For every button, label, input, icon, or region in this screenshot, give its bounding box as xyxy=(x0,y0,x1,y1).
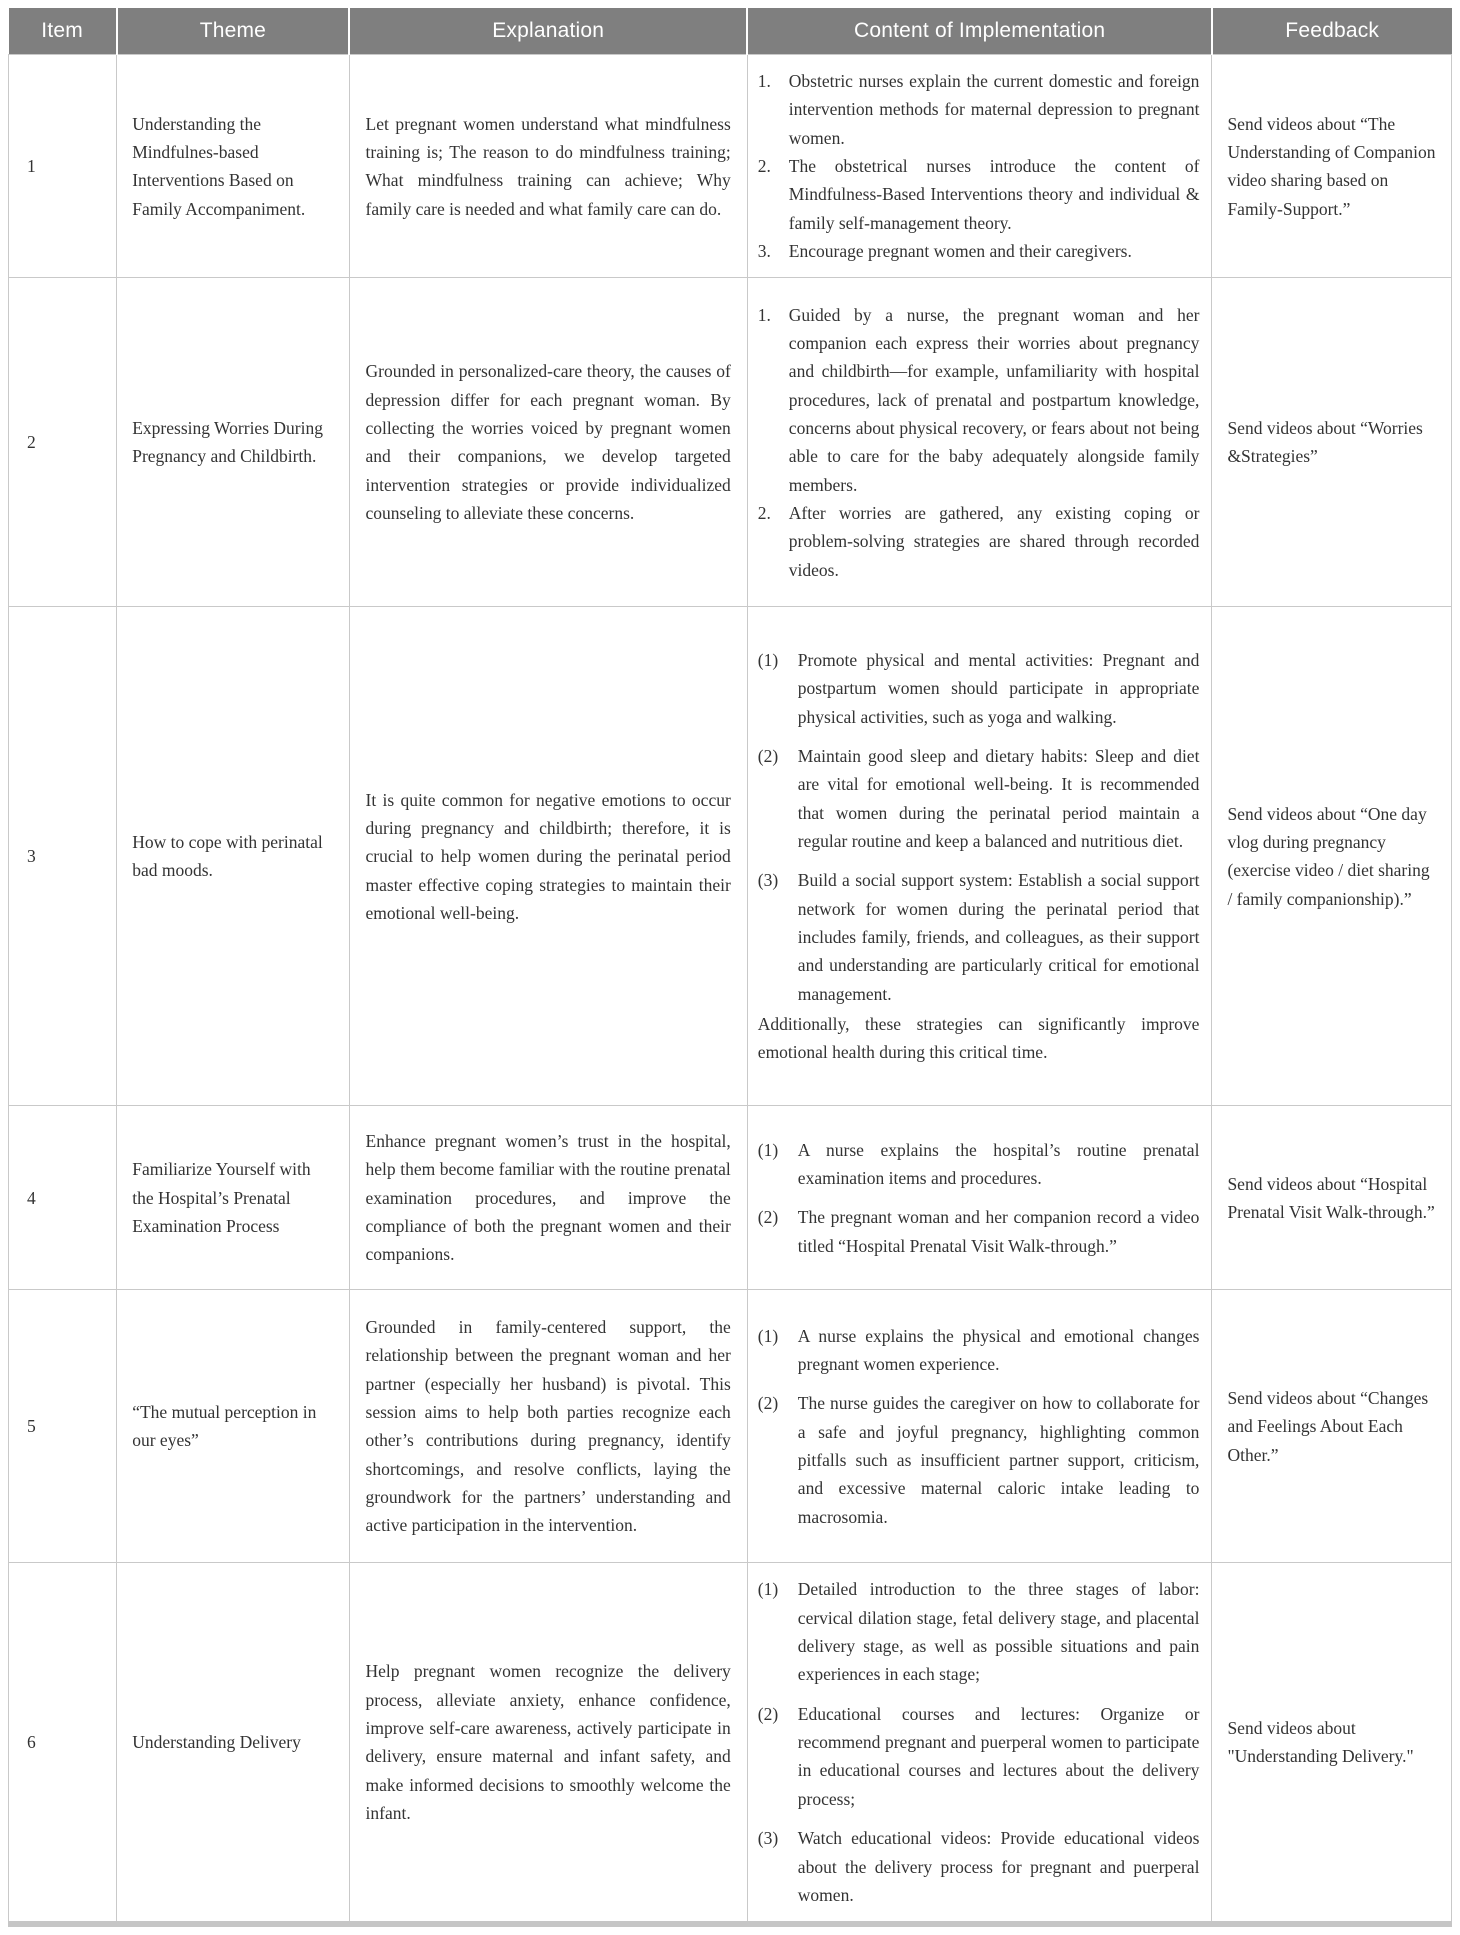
column-header-explanation: Explanation xyxy=(349,8,747,55)
implementation-note: Additionally, these strategies can significantly improve emotional health during this critical time. xyxy=(757,1014,1200,1063)
feedback-text: Send videos about “Hospital Prenatal Visit Walk-through.” xyxy=(1212,1106,1452,1290)
explanation-text: Grounded in personalized-care theory, the causes of depression differ for each pregnant woman. By collecting the worries voiced by pregnant women and their companions, we develop targeted intervention strategies or provide individualized counseling to alleviate these concerns. xyxy=(349,278,747,607)
explanation-text: Let pregnant women understand what mindfulness training is; The reason to do mindfulness training; What mindfulness training can achieve; Why family care is needed and what family care can do. xyxy=(349,55,747,278)
implementation-content xyxy=(747,1563,1212,1924)
implementation-item-text: Build a social support system: Establish a social support network for women during the perinatal period that includes family, friends, and colleagues, as their support and understanding are particularly critical for emotional management. xyxy=(797,870,1200,1004)
feedback-text: Send videos about “The Understanding of Companion video sharing based on Family-Support.” xyxy=(1212,55,1452,278)
header-row xyxy=(9,8,1452,55)
list-marker: 2. xyxy=(757,503,771,524)
table-row xyxy=(9,1563,1452,1924)
implementation-content xyxy=(747,55,1212,278)
implementation-item-text: Maintain good sleep and dietary habits: Sleep and diet are vital for emotional well-being. It is recommended that women during the perinatal period maintain a regular routine and keep a balanced and nutritious diet. xyxy=(797,746,1200,852)
implementation-item xyxy=(758,1575,1200,1688)
list-marker: (1) xyxy=(757,650,779,670)
item-number: 2 xyxy=(9,278,117,607)
implementation-item-text: The obstetrical nurses introduce the content of Mindfulness-Based Interventions theory and individual & family self-management theory. xyxy=(788,156,1200,233)
list-marker: (2) xyxy=(757,1207,779,1228)
column-header-item: Item xyxy=(9,8,117,55)
implementation-item-text: The nurse guides the caregiver on how to collaborate for a safe and joyful pregnancy, highlighting common pitfalls such as insufficient partner support, criticism, and excessive maternal caloric intake leading to macrosomia. xyxy=(797,1393,1200,1527)
table-row xyxy=(9,607,1452,1106)
table-row xyxy=(9,1106,1452,1290)
implementation-item-text: Detailed introduction to the three stages of labor: cervical dilation stage, fetal delivery stage, and placental delivery stage, as well as possible situations and pain experiences in each stage; xyxy=(797,1579,1200,1685)
table-header xyxy=(9,8,1452,55)
list-marker: 2. xyxy=(757,156,771,177)
theme-text: Familiarize Yourself with the Hospital’s Prenatal Examination Process xyxy=(117,1106,349,1290)
list-marker: (2) xyxy=(757,1393,779,1414)
implementation-item xyxy=(758,866,1200,1008)
implementation-item xyxy=(758,742,1200,855)
intervention-program-table xyxy=(8,8,1452,1927)
implementation-item xyxy=(758,1203,1200,1260)
implementation-item xyxy=(758,1322,1200,1379)
implementation-item-text: Educational courses and lectures: Organize or recommend pregnant and puerperal women to participate in educational courses and lectures about the delivery process; xyxy=(797,1703,1200,1809)
explanation-text: Help pregnant women recognize the delivery process, alleviate anxiety, enhance confidence, improve self-care awareness, actively participate in delivery, ensure maternal and infant safety, and make informed decisions to smoothly welcome the infant. xyxy=(349,1563,747,1924)
column-header-content-of-implementation: Content of Implementation xyxy=(747,8,1212,55)
implementation-item xyxy=(758,152,1200,237)
implementation-item-text: Guided by a nurse, the pregnant woman and her companion each express their worries about pregnancy and childbirth—for example, unfamiliarity with hospital procedures, lack of prenatal and postpartum knowledge, concerns about physical recovery, or fears about not being able to care for the baby adequately alongside family members. xyxy=(788,304,1200,495)
implementation-item-text: Watch educational videos: Provide educational videos about the delivery process for pregnant and puerperal women. xyxy=(797,1828,1200,1905)
table-row xyxy=(9,55,1452,278)
list-marker: (1) xyxy=(757,1139,779,1160)
implementation-content xyxy=(747,607,1212,1106)
list-marker: (3) xyxy=(757,1828,779,1849)
implementation-item xyxy=(758,301,1200,499)
theme-text: “The mutual perception in our eyes” xyxy=(117,1290,349,1563)
item-number: 5 xyxy=(9,1290,117,1563)
implementation-content xyxy=(747,1106,1212,1290)
item-number: 3 xyxy=(9,607,117,1106)
feedback-text: Send videos about “Changes and Feelings About Each Other.” xyxy=(1212,1290,1452,1563)
explanation-text: Grounded in family-centered support, the relationship between the pregnant woman and her partner (especially her husband) is pivotal. This session aims to help both parties recognize each other’s contributions during pregnancy, identify shortcomings, and resolve conflicts, laying the groundwork for the partners’ understanding and active participation in the intervention. xyxy=(349,1290,747,1563)
implementation-item-text: A nurse explains the hospital’s routine prenatal examination items and procedures. xyxy=(797,1139,1200,1189)
implementation-content xyxy=(747,278,1212,607)
theme-text: Expressing Worries During Pregnancy and Childbirth. xyxy=(117,278,349,607)
column-header-theme: Theme xyxy=(117,8,349,55)
implementation-item xyxy=(758,1824,1200,1909)
implementation-item-text: Obstetric nurses explain the current domestic and foreign intervention methods for maternal depression to pregnant women. xyxy=(788,71,1200,148)
theme-text: Understanding Delivery xyxy=(117,1563,349,1924)
list-marker: 1. xyxy=(757,304,771,325)
table-row xyxy=(9,1290,1452,1563)
column-header-feedback: Feedback xyxy=(1212,8,1452,55)
feedback-text: Send videos about "Understanding Delivery." xyxy=(1212,1563,1452,1924)
list-marker: (3) xyxy=(757,870,779,891)
implementation-item-text: Encourage pregnant women and their caregivers. xyxy=(788,241,1132,262)
list-marker: (1) xyxy=(757,1325,779,1346)
implementation-item-text: The pregnant woman and her companion record a video titled “Hospital Prenatal Visit Walk-through.” xyxy=(797,1207,1200,1256)
theme-text: How to cope with perinatal bad moods. xyxy=(117,607,349,1106)
list-marker: 3. xyxy=(757,241,771,262)
implementation-item xyxy=(758,1389,1200,1531)
implementation-item xyxy=(758,499,1200,584)
implementation-item-text: A nurse explains the physical and emotional changes pregnant women experience. xyxy=(797,1325,1200,1375)
list-marker: (1) xyxy=(757,1579,779,1600)
explanation-text: It is quite common for negative emotions to occur during pregnancy and childbirth; therefore, it is crucial to help women during the perinatal period master effective coping strategies to maintain their emotional well-being. xyxy=(349,607,747,1106)
table-body xyxy=(9,55,1452,1925)
implementation-item xyxy=(758,646,1200,731)
list-marker: (2) xyxy=(757,746,779,767)
list-marker: (2) xyxy=(757,1703,779,1724)
item-number: 1 xyxy=(9,55,117,278)
implementation-item xyxy=(758,237,1200,265)
implementation-item-text: Promote physical and mental activities: Pregnant and postpartum women should participate in appropriate physical activities, such as yoga and walking. xyxy=(797,650,1200,727)
item-number: 4 xyxy=(9,1106,117,1290)
list-marker: 1. xyxy=(757,71,771,91)
feedback-text: Send videos about “One day vlog during pregnancy (exercise video / diet sharing / family companionship).” xyxy=(1212,607,1452,1106)
explanation-text: Enhance pregnant women’s trust in the hospital, help them become familiar with the routine prenatal examination procedures, and improve the compliance of both the pregnant women and their companions. xyxy=(349,1106,747,1290)
implementation-item xyxy=(758,1700,1200,1813)
theme-text: Understanding the Mindfulnes-based Interventions Based on Family Accompaniment. xyxy=(117,55,349,278)
implementation-content xyxy=(747,1290,1212,1563)
feedback-text: Send videos about “Worries &Strategies” xyxy=(1212,278,1452,607)
table-row xyxy=(9,278,1452,607)
item-number: 6 xyxy=(9,1563,117,1924)
implementation-item xyxy=(758,1136,1200,1193)
implementation-item xyxy=(758,67,1200,152)
implementation-item-text: After worries are gathered, any existing coping or problem-solving strategies are shared through recorded videos. xyxy=(788,503,1200,580)
